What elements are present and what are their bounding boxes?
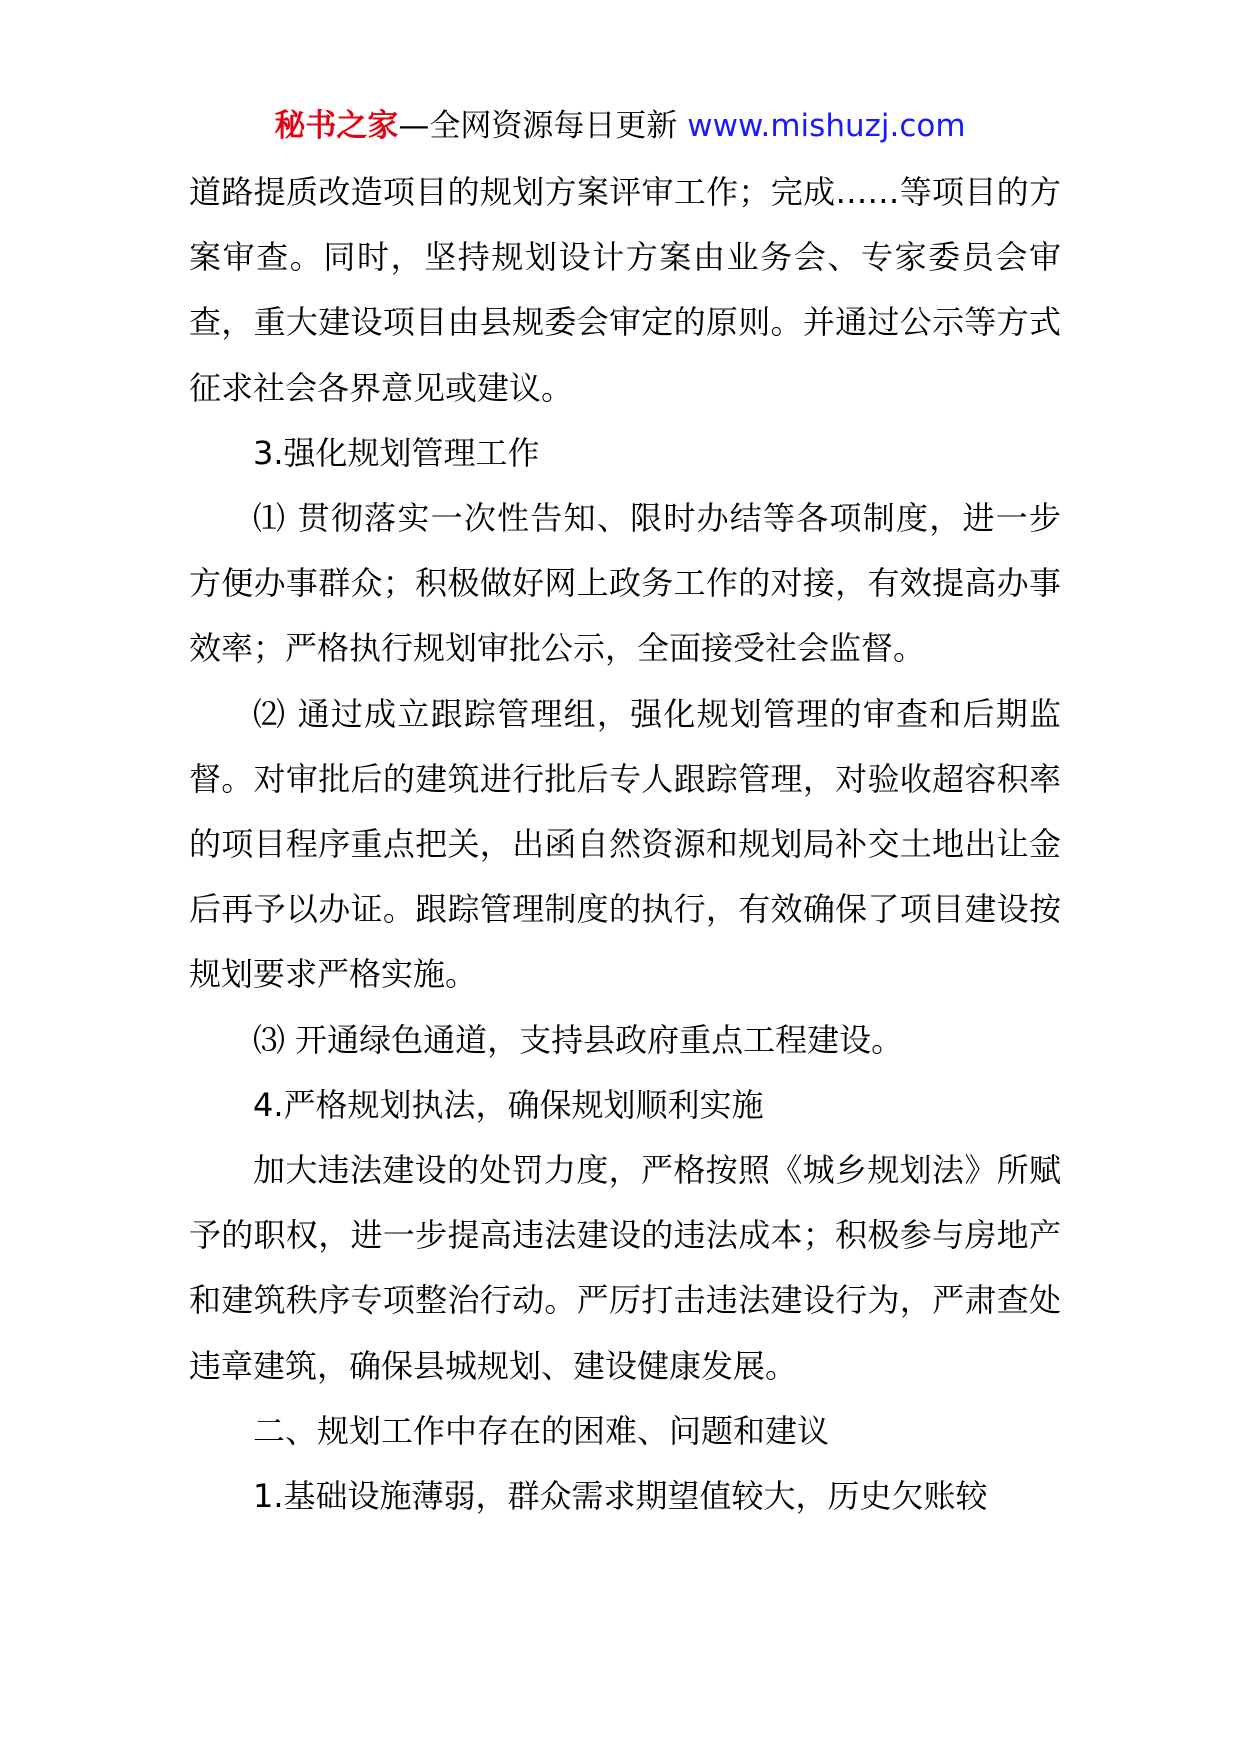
document-body (189, 160, 1061, 1529)
paragraph-item-2: ⑵ 通过成立跟踪管理组，强化规划管理的审查和后期监督。对审批后的建筑进行批后专人跟踪管理，对验收超容积率的项目程序重点把关，出函自然资源和规划局补交土地出让金后再予以办证。跟踪管理制度的执行，有效确保了项目建设按规划要求严格实施。 (189, 694, 1061, 994)
site-tagline: —全网资源每日更新 (398, 108, 688, 144)
site-brand: 秘书之家 (274, 108, 399, 144)
paragraph-continuation: 道路提质改造项目的规划方案评审工作；完成……等项目的方案审查。同时，坚持规划设计方案由业务会、专家委员会审查，重大建设项目由县规委会审定的原则。并通过公示等方式征求社会各界意见或建议。 (189, 173, 1061, 407)
paragraph-item-3: ⑶ 开通绿色通道，支持县政府重点工程建设。 (253, 1020, 904, 1059)
paragraph-enforcement: 加大违法建设的处罚力度，严格按照《城乡规划法》所赋予的职权，进一步提高违法建设的违法成本；积极参与房地产和建筑秩序专项整治行动。严厉打击违法建设行为，严肃查处违章建筑，确保县城规划、建设健康发展。 (189, 1151, 1061, 1385)
paragraph-problem-1: 1.基础设施薄弱，群众需求期望值较大，历史欠账较 (253, 1477, 988, 1516)
paragraph-item-1: ⑴ 贯彻落实一次性告知、限时办结等各项制度，进一步方便办事群众；积极做好网上政务工作的对接，有效提高办事效率；严格执行规划审批公示，全面接受社会监督。 (189, 499, 1061, 668)
site-url-link[interactable]: www.mishuzj.com (687, 108, 966, 144)
site-header (0, 98, 1240, 154)
chapter-heading-2: 二、规划工作中存在的困难、问题和建议 (253, 1411, 830, 1450)
section-heading-4: 4.严格规划执法，确保规划顺利实施 (253, 1085, 764, 1124)
section-heading-3: 3.强化规划管理工作 (253, 433, 540, 472)
